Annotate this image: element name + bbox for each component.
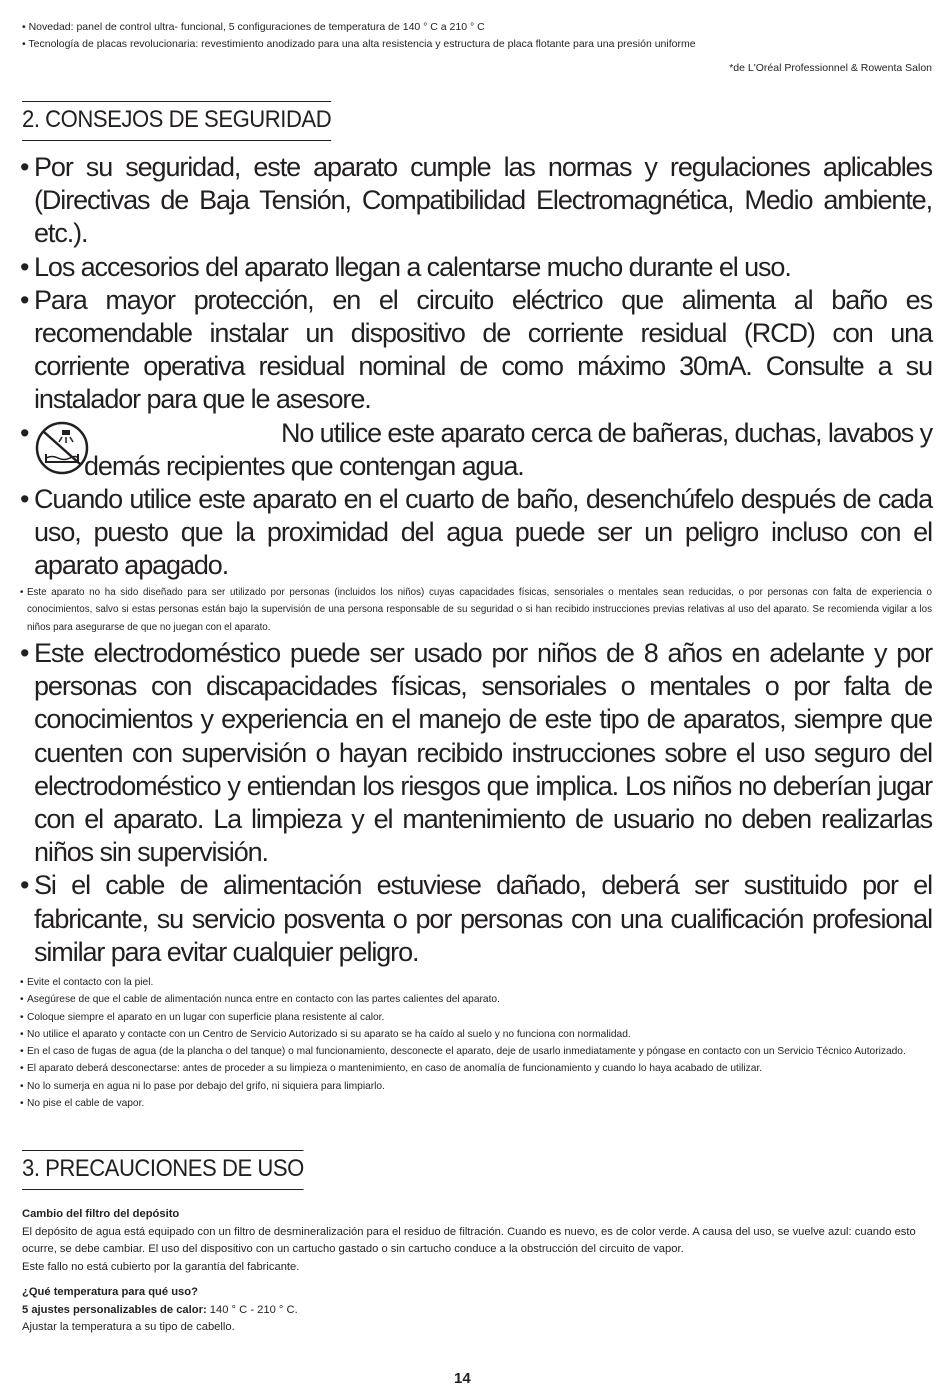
temperature-heading: ¿Qué temperatura para qué uso? xyxy=(22,1286,198,1298)
water-warning-line1: • No utilice este aparato cerca de bañeras, duchas, lavabos y xyxy=(280,417,932,448)
section-title-safety: 2. CONSEJOS DE SEGURIDAD xyxy=(22,101,331,141)
safety-note: • No lo sumerja en agua ni lo pase por debajo del grifo, ni siquiera para limpiarlo. xyxy=(22,1078,932,1095)
feature-item: • Novedad: panel de control ultra- funcional, 5 configuraciones de temperatura de 140 ° C a 210 ° C xyxy=(22,21,485,33)
page-number: 14 xyxy=(454,1370,471,1387)
temperature-value: 140 ° C - 210 ° C. xyxy=(206,1303,298,1316)
safety-item: • Para mayor protección, en el circuito eléctrico que alimenta al baño es recomendable instalar un dispositivo de corriente residual (RCD) con una corriente operativa residual nominal de como máximo 30mA. Consulte a su instalador para que le asesore. xyxy=(22,284,932,417)
temperature-adjust: Ajustar la temperatura a su tipo de cabello. xyxy=(22,1321,235,1333)
safety-note: • No pise el cable de vapor. xyxy=(22,1095,932,1112)
section-title-usage: 3. PRECAUCIONES DE USO xyxy=(22,1150,304,1190)
no-water-icon xyxy=(32,420,92,476)
safety-item: • Este electrodoméstico puede ser usado por niños de 8 años en adelante y por personas con discapacidades físicas, sensoriales o mentales o por falta de conocimientos y experiencia en el manejo de este tipo de aparatos, siempre que cuenten con supervisión o hayan recibido instrucciones sobre el uso seguro del electrodoméstico y entiendan los riesgos que implica. Los niños no deberían jugar con el aparato. La limpieza y el mantenimiento de usuario no deben realizarlas niños sin supervisión. xyxy=(22,637,932,869)
safety-note: • El aparato deberá desconectarse: antes de proceder a su limpieza o mantenimiento, en caso de anomalía de funcionamiento y cuando lo haya acabado de utilizar. xyxy=(22,1060,932,1077)
safety-note: • Coloque siempre el aparato en un lugar con superficie plana resistente al calor. xyxy=(22,1009,932,1026)
temperature-section xyxy=(22,1284,932,1337)
temperature-settings xyxy=(22,1302,932,1320)
temperature-label: 5 ajustes personalizables de calor: xyxy=(22,1303,207,1316)
water-warning-line2: demás recipientes que contengan agua. xyxy=(84,450,524,481)
safety-list-large xyxy=(22,151,932,582)
safety-note: • Evite el contacto con la piel. xyxy=(22,974,932,991)
feature-item: • Tecnología de placas revolucionaria: revestimiento anodizado para una alta resistencia y estructura de placa flotante para una presión uniforme xyxy=(22,38,696,50)
footnote: *de L'Oréal Professionnel & Rowenta Salon xyxy=(729,62,932,74)
safety-item: • Si el cable de alimentación estuviese dañado, deberá ser sustituido por el fabricante, su servicio posventa o por personas con una cualificación profesional similar para evitar cualquier peligro. xyxy=(22,869,932,969)
filter-heading: Cambio del filtro del depósito xyxy=(22,1208,180,1220)
feature-list xyxy=(22,19,932,53)
safety-list-large-2 xyxy=(22,637,932,969)
safety-item-water xyxy=(22,417,932,450)
safety-item: • Cuando utilice este aparato en el cuarto de baño, desenchúfelo después de cada uso, puesto que la proximidad del agua puede ser un peligro incluso con el aparato apagado. xyxy=(22,483,932,583)
safety-item: • Por su seguridad, este aparato cumple las normas y regulaciones aplicables (Directivas de Baja Tensión, Compatibilidad Electromagnética, Medio ambiente, etc.). xyxy=(22,151,932,251)
filter-warranty: Este fallo no está cubierto por la garantía del fabricante. xyxy=(22,1260,300,1273)
safety-note: • Asegúrese de que el cable de alimentación nunca entre en contacto con las partes calientes del aparato. xyxy=(22,991,932,1008)
safety-note: • No utilice el aparato y contacte con un Centro de Servicio Autorizado si su aparato se ha caído al suelo y no funciona con normalidad. xyxy=(22,1026,932,1043)
filter-section xyxy=(22,1206,932,1276)
safety-list-small-2 xyxy=(22,974,932,1112)
safety-note: • En el caso de fugas de agua (de la plancha o del tanque) o mal funcionamiento, desconecte el aparato, deje de usarlo inmediatamente y póngase en contacto con un Servicio Técnico Autorizado. xyxy=(22,1043,932,1060)
safety-item: • Los accesorios del aparato llegan a calentarse mucho durante el uso. xyxy=(22,251,932,284)
safety-list-small xyxy=(22,584,932,636)
safety-note: • Este aparato no ha sido diseñado para ser utilizado por personas (incluidos los niños) cuyas capacidades físicas, sensoriales o mentales sean reducidas, o por personas con falta de experiencia o conocimientos, salvo si estas personas están bajo la supervisión de una persona responsable de su seguridad o si han recibido instrucciones previas relativas al uso del aparato. Se recomienda vigilar a los niños para asegurarse de que no juegan con el aparato. xyxy=(22,584,932,636)
filter-text: El depósito de agua está equipado con un filtro de desmineralización para el residuo de filtración. Cuando es nuevo, es de color verde. A causa del uso, se vuelve azul: cuando esto ocurre, se debe cambiar. El uso del dispositivo con un cartucho gastado o sin cartucho conduce a la obstrucción del circuito de vapor. xyxy=(22,1225,916,1255)
